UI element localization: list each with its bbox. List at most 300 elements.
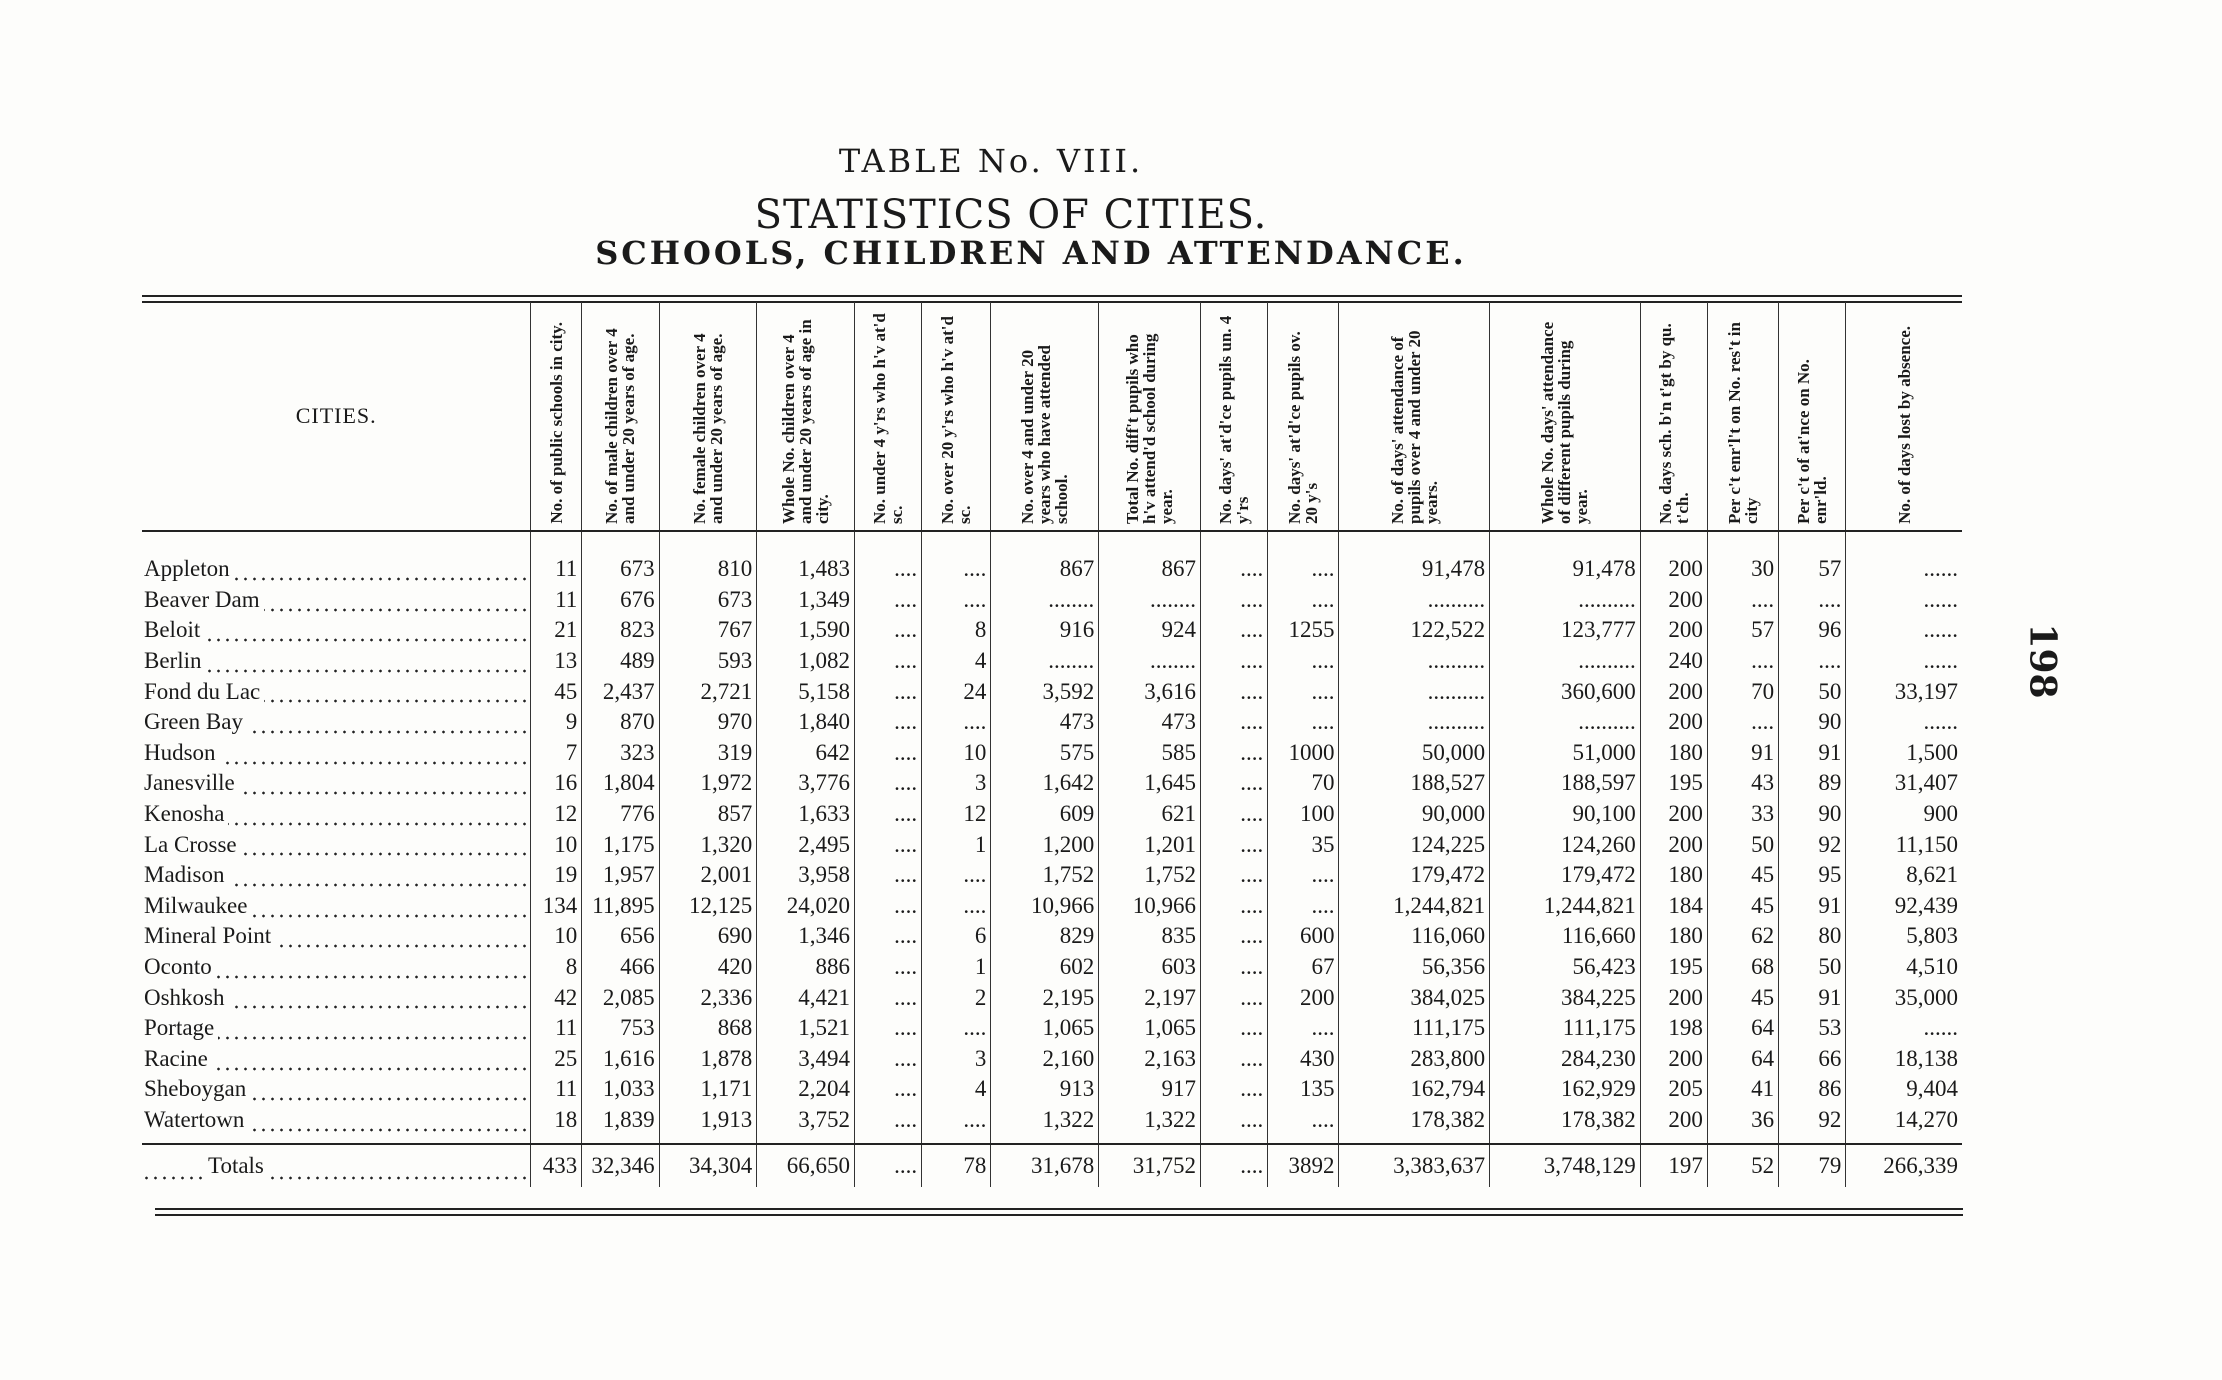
totals-cell: 34,304 bbox=[659, 1144, 757, 1187]
data-cell: ...... bbox=[1846, 615, 1962, 646]
data-cell: .... bbox=[1201, 921, 1268, 952]
header-col-label: No. days sch. b'n t'gt by qu. t'ch. bbox=[1655, 323, 1692, 524]
data-cell: .......... bbox=[1339, 676, 1490, 707]
data-cell: 575 bbox=[991, 738, 1099, 769]
header-col-9 bbox=[1201, 302, 1268, 531]
top-rule-1 bbox=[142, 295, 1962, 297]
data-cell: 603 bbox=[1099, 952, 1201, 983]
data-cell: 10 bbox=[531, 829, 582, 860]
header-col-label: No. days' at'd'ce pupils un. 4 y'rs bbox=[1216, 315, 1253, 524]
data-cell: .... bbox=[922, 707, 991, 738]
data-cell: 430 bbox=[1268, 1044, 1339, 1075]
header-row bbox=[142, 302, 1962, 531]
data-cell: .......... bbox=[1490, 585, 1641, 616]
header-col-label: No. of male children over 4 and under 20 years of age. bbox=[602, 328, 639, 524]
data-cell: 642 bbox=[757, 738, 855, 769]
header-col-12 bbox=[1490, 302, 1641, 531]
data-cell: 50 bbox=[1779, 952, 1846, 983]
city-name: Madison bbox=[144, 860, 229, 890]
data-cell: 489 bbox=[582, 646, 659, 677]
header-col-15 bbox=[1779, 302, 1846, 531]
data-cell: .... bbox=[1201, 1044, 1268, 1075]
data-cell: 1,201 bbox=[1099, 829, 1201, 860]
data-cell: 1,349 bbox=[757, 585, 855, 616]
data-cell: 90,100 bbox=[1490, 799, 1641, 830]
city-name: Fond du Lac bbox=[144, 677, 264, 707]
data-cell: 602 bbox=[991, 952, 1099, 983]
data-cell: ...... bbox=[1846, 554, 1962, 585]
spacer-cell bbox=[922, 531, 991, 554]
spacer-cell bbox=[1201, 1135, 1268, 1144]
data-cell: .... bbox=[854, 860, 921, 891]
bottom-rule-1 bbox=[155, 1208, 1963, 1210]
data-cell: 673 bbox=[582, 554, 659, 585]
data-cell: 92 bbox=[1779, 1105, 1846, 1136]
data-cell: .... bbox=[1201, 585, 1268, 616]
data-cell: .... bbox=[854, 1074, 921, 1105]
data-cell: 360,600 bbox=[1490, 676, 1641, 707]
data-cell: .... bbox=[1707, 585, 1778, 616]
data-cell: .... bbox=[1779, 585, 1846, 616]
data-cell: .... bbox=[1268, 891, 1339, 922]
data-cell: 95 bbox=[1779, 860, 1846, 891]
data-cell: 62 bbox=[1707, 921, 1778, 952]
data-cell: .... bbox=[854, 952, 921, 983]
data-cell: .... bbox=[1201, 676, 1268, 707]
data-cell: 609 bbox=[991, 799, 1099, 830]
data-cell: 14,270 bbox=[1846, 1105, 1962, 1136]
data-cell: 33,197 bbox=[1846, 676, 1962, 707]
data-cell: 179,472 bbox=[1490, 860, 1641, 891]
data-cell: 2,336 bbox=[659, 982, 757, 1013]
data-cell: .... bbox=[854, 646, 921, 677]
data-cell: 45 bbox=[1707, 860, 1778, 891]
data-cell: 1,346 bbox=[757, 921, 855, 952]
data-cell: 200 bbox=[1640, 1044, 1707, 1075]
totals-row bbox=[142, 1144, 1962, 1187]
spacer-cell bbox=[1779, 1135, 1846, 1144]
data-cell: .... bbox=[922, 554, 991, 585]
data-cell: 111,175 bbox=[1339, 1013, 1490, 1044]
data-cell: ........ bbox=[1099, 646, 1201, 677]
header-col-label: Per c't enr'l't on No. res't in city bbox=[1725, 322, 1762, 524]
data-cell: .... bbox=[1201, 952, 1268, 983]
spacer-cell bbox=[1268, 1135, 1339, 1144]
data-cell: 90 bbox=[1779, 799, 1846, 830]
data-cell: 4 bbox=[922, 646, 991, 677]
city-name-cell bbox=[142, 1105, 531, 1136]
data-cell: 53 bbox=[1779, 1013, 1846, 1044]
data-cell: 70 bbox=[1707, 676, 1778, 707]
table-row bbox=[142, 1013, 1962, 1044]
data-cell: 180 bbox=[1640, 860, 1707, 891]
city-name-cell bbox=[142, 1044, 531, 1075]
data-cell: 10 bbox=[531, 921, 582, 952]
data-cell: .... bbox=[854, 738, 921, 769]
data-cell: .... bbox=[854, 799, 921, 830]
data-cell: 10 bbox=[922, 738, 991, 769]
data-cell: .... bbox=[854, 921, 921, 952]
data-cell: 2,163 bbox=[1099, 1044, 1201, 1075]
data-cell: 284,230 bbox=[1490, 1044, 1641, 1075]
header-col-label: No. female children over 4 and under 20 years of age. bbox=[689, 333, 726, 524]
data-cell: 8,621 bbox=[1846, 860, 1962, 891]
data-cell: 2,195 bbox=[991, 982, 1099, 1013]
data-cell: 420 bbox=[659, 952, 757, 983]
spacer-cell bbox=[854, 531, 921, 554]
data-cell: 1,483 bbox=[757, 554, 855, 585]
data-cell: 384,225 bbox=[1490, 982, 1641, 1013]
data-cell: 200 bbox=[1640, 615, 1707, 646]
table-row bbox=[142, 676, 1962, 707]
totals-label-cell bbox=[142, 1144, 531, 1187]
data-cell: 89 bbox=[1779, 768, 1846, 799]
table-row bbox=[142, 738, 1962, 769]
spacer-cell bbox=[1490, 531, 1641, 554]
data-cell: .... bbox=[922, 891, 991, 922]
city-name-cell bbox=[142, 799, 531, 830]
data-cell: 35,000 bbox=[1846, 982, 1962, 1013]
data-cell: .......... bbox=[1490, 707, 1641, 738]
totals-cell: .... bbox=[854, 1144, 921, 1187]
totals-cell: 79 bbox=[1779, 1144, 1846, 1187]
data-cell: .... bbox=[1201, 1013, 1268, 1044]
city-name: Portage bbox=[144, 1013, 218, 1043]
data-cell: 767 bbox=[659, 615, 757, 646]
data-cell: 42 bbox=[531, 982, 582, 1013]
data-cell: 473 bbox=[991, 707, 1099, 738]
city-name-cell bbox=[142, 585, 531, 616]
totals-cell: 31,678 bbox=[991, 1144, 1099, 1187]
data-cell: 673 bbox=[659, 585, 757, 616]
data-cell: 50 bbox=[1779, 676, 1846, 707]
data-cell: 690 bbox=[659, 921, 757, 952]
data-cell: .... bbox=[1201, 768, 1268, 799]
data-cell: 45 bbox=[1707, 891, 1778, 922]
data-cell: .... bbox=[1779, 646, 1846, 677]
data-cell: 1,839 bbox=[582, 1105, 659, 1136]
data-cell: 200 bbox=[1640, 676, 1707, 707]
data-cell: 810 bbox=[659, 554, 757, 585]
data-cell: .......... bbox=[1339, 646, 1490, 677]
spacer-cell bbox=[1268, 531, 1339, 554]
data-cell: 19 bbox=[531, 860, 582, 891]
data-cell: 1 bbox=[922, 952, 991, 983]
table-row bbox=[142, 952, 1962, 983]
data-cell: .... bbox=[1268, 585, 1339, 616]
totals-label: Totals bbox=[208, 1145, 268, 1187]
data-cell: 319 bbox=[659, 738, 757, 769]
header-col-4 bbox=[757, 302, 855, 531]
data-cell: ........ bbox=[991, 585, 1099, 616]
table-row bbox=[142, 1044, 1962, 1075]
data-cell: 240 bbox=[1640, 646, 1707, 677]
totals-cell: 433 bbox=[531, 1144, 582, 1187]
data-cell: 1,322 bbox=[1099, 1105, 1201, 1136]
data-cell: 4 bbox=[922, 1074, 991, 1105]
data-cell: 122,522 bbox=[1339, 615, 1490, 646]
data-cell: 857 bbox=[659, 799, 757, 830]
data-cell: 135 bbox=[1268, 1074, 1339, 1105]
table-row bbox=[142, 921, 1962, 952]
data-cell: .... bbox=[1201, 738, 1268, 769]
totals-cell: 31,752 bbox=[1099, 1144, 1201, 1187]
data-cell: 621 bbox=[1099, 799, 1201, 830]
data-cell: 24 bbox=[922, 676, 991, 707]
data-cell: 600 bbox=[1268, 921, 1339, 952]
city-name: Appleton bbox=[144, 554, 234, 584]
city-name-cell bbox=[142, 921, 531, 952]
data-cell: 179,472 bbox=[1339, 860, 1490, 891]
data-cell: 188,527 bbox=[1339, 768, 1490, 799]
data-cell: .... bbox=[922, 585, 991, 616]
data-cell: .... bbox=[1201, 1105, 1268, 1136]
data-cell: .... bbox=[854, 615, 921, 646]
city-name: Milwaukee bbox=[144, 891, 251, 921]
data-cell: 2,495 bbox=[757, 829, 855, 860]
data-cell: 162,929 bbox=[1490, 1074, 1641, 1105]
statistics-table bbox=[142, 302, 1962, 1187]
data-cell: 11 bbox=[531, 554, 582, 585]
city-name: Beloit bbox=[144, 615, 204, 645]
data-cell: 1,913 bbox=[659, 1105, 757, 1136]
data-cell: .... bbox=[854, 707, 921, 738]
data-cell: 2,721 bbox=[659, 676, 757, 707]
spacer-cell bbox=[991, 1135, 1099, 1144]
data-cell: .... bbox=[1201, 829, 1268, 860]
data-cell: 33 bbox=[1707, 799, 1778, 830]
data-cell: 178,382 bbox=[1339, 1105, 1490, 1136]
data-cell: 2,160 bbox=[991, 1044, 1099, 1075]
data-cell: 4,421 bbox=[757, 982, 855, 1013]
data-cell: .......... bbox=[1490, 646, 1641, 677]
data-cell: .... bbox=[1268, 860, 1339, 891]
city-name: Sheboygan bbox=[144, 1074, 250, 1104]
data-cell: 1,500 bbox=[1846, 738, 1962, 769]
data-cell: 676 bbox=[582, 585, 659, 616]
data-cell: 2,001 bbox=[659, 860, 757, 891]
data-cell: 80 bbox=[1779, 921, 1846, 952]
spacer-cell bbox=[582, 531, 659, 554]
data-cell: .... bbox=[1268, 707, 1339, 738]
data-cell: 12,125 bbox=[659, 891, 757, 922]
header-col-7 bbox=[991, 302, 1099, 531]
data-cell: 51,000 bbox=[1490, 738, 1641, 769]
data-cell: .... bbox=[854, 1044, 921, 1075]
data-cell: 35 bbox=[1268, 829, 1339, 860]
data-cell: 184 bbox=[1640, 891, 1707, 922]
header-col-label: No. over 4 and under 20 years who have attended school. bbox=[1018, 345, 1072, 524]
data-cell: .......... bbox=[1339, 585, 1490, 616]
totals-cell: .... bbox=[1201, 1144, 1268, 1187]
data-cell: 3,958 bbox=[757, 860, 855, 891]
spacer-cell bbox=[1099, 531, 1201, 554]
city-name: Racine bbox=[144, 1044, 212, 1074]
data-cell: 2,197 bbox=[1099, 982, 1201, 1013]
data-cell: 1,065 bbox=[1099, 1013, 1201, 1044]
data-cell: 200 bbox=[1640, 829, 1707, 860]
header-cities: CITIES. bbox=[142, 302, 531, 531]
data-cell: 11 bbox=[531, 585, 582, 616]
header-col-8 bbox=[1099, 302, 1201, 531]
data-cell: 41 bbox=[1707, 1074, 1778, 1105]
data-cell: 12 bbox=[531, 799, 582, 830]
data-cell: 1,957 bbox=[582, 860, 659, 891]
data-cell: 91,478 bbox=[1490, 554, 1641, 585]
header-col-label: No. under 4 y'rs who h'v at'd sc. bbox=[870, 313, 907, 524]
data-cell: 1000 bbox=[1268, 738, 1339, 769]
header-col-11 bbox=[1339, 302, 1490, 531]
data-cell: 100 bbox=[1268, 799, 1339, 830]
data-cell: .... bbox=[922, 1105, 991, 1136]
data-cell: 91 bbox=[1707, 738, 1778, 769]
data-cell: 24,020 bbox=[757, 891, 855, 922]
data-cell: 91,478 bbox=[1339, 554, 1490, 585]
spacer-cell bbox=[1846, 531, 1962, 554]
city-name: La Crosse bbox=[144, 830, 241, 860]
data-cell: 970 bbox=[659, 707, 757, 738]
data-cell: .... bbox=[854, 1013, 921, 1044]
data-cell: ........ bbox=[1099, 585, 1201, 616]
city-name-cell bbox=[142, 952, 531, 983]
data-cell: 1,752 bbox=[991, 860, 1099, 891]
spacer-cell bbox=[1640, 531, 1707, 554]
header-col-label: Whole No. days' attendance of different pupils during year. bbox=[1538, 321, 1592, 524]
data-cell: 92,439 bbox=[1846, 891, 1962, 922]
data-cell: .... bbox=[854, 768, 921, 799]
data-cell: .... bbox=[1268, 1013, 1339, 1044]
data-cell: .... bbox=[854, 891, 921, 922]
data-cell: .... bbox=[1201, 1074, 1268, 1105]
data-cell: 924 bbox=[1099, 615, 1201, 646]
city-name-cell bbox=[142, 860, 531, 891]
data-cell: 1,752 bbox=[1099, 860, 1201, 891]
data-cell: 466 bbox=[582, 952, 659, 983]
data-cell: 124,225 bbox=[1339, 829, 1490, 860]
data-cell: 50,000 bbox=[1339, 738, 1490, 769]
data-cell: 10,966 bbox=[1099, 891, 1201, 922]
data-cell: 64 bbox=[1707, 1013, 1778, 1044]
data-cell: 656 bbox=[582, 921, 659, 952]
totals-cell: 78 bbox=[922, 1144, 991, 1187]
data-cell: 11 bbox=[531, 1074, 582, 1105]
data-cell: 56,423 bbox=[1490, 952, 1641, 983]
data-cell: 585 bbox=[1099, 738, 1201, 769]
city-name: Janesville bbox=[144, 768, 239, 798]
city-name-cell bbox=[142, 615, 531, 646]
spacer-cell bbox=[582, 1135, 659, 1144]
header-col-13 bbox=[1640, 302, 1707, 531]
data-cell: 25 bbox=[531, 1044, 582, 1075]
data-cell: 67 bbox=[1268, 952, 1339, 983]
data-cell: 9 bbox=[531, 707, 582, 738]
header-col-label: No. of days lost by absence. bbox=[1894, 326, 1914, 524]
header-col-label: No. days' at'd'ce pupils ov. 20 y's bbox=[1285, 331, 1322, 524]
table-row bbox=[142, 707, 1962, 738]
table-row bbox=[142, 1105, 1962, 1136]
data-cell: 3,616 bbox=[1099, 676, 1201, 707]
city-name-cell bbox=[142, 738, 531, 769]
totals-cell: 3892 bbox=[1268, 1144, 1339, 1187]
data-cell: 4,510 bbox=[1846, 952, 1962, 983]
city-name-cell bbox=[142, 707, 531, 738]
data-cell: .... bbox=[1268, 554, 1339, 585]
data-cell: .... bbox=[1268, 646, 1339, 677]
data-cell: 200 bbox=[1640, 707, 1707, 738]
data-cell: 753 bbox=[582, 1013, 659, 1044]
table-row bbox=[142, 982, 1962, 1013]
data-cell: .... bbox=[1201, 554, 1268, 585]
statistics-title: STATISTICS OF CITIES. bbox=[754, 192, 1268, 238]
city-name-cell bbox=[142, 768, 531, 799]
data-cell: .... bbox=[1201, 891, 1268, 922]
city-name-cell bbox=[142, 891, 531, 922]
data-cell: ...... bbox=[1846, 1013, 1962, 1044]
data-cell: 30 bbox=[1707, 554, 1778, 585]
data-cell: 1,175 bbox=[582, 829, 659, 860]
data-cell: 162,794 bbox=[1339, 1074, 1490, 1105]
data-cell: 91 bbox=[1779, 738, 1846, 769]
data-cell: .... bbox=[1268, 1105, 1339, 1136]
data-cell: 917 bbox=[1099, 1074, 1201, 1105]
data-cell: 43 bbox=[1707, 768, 1778, 799]
totals-cell: 66,650 bbox=[757, 1144, 855, 1187]
header-col-label: Whole No. children over 4 and under 20 years of age in city. bbox=[779, 319, 833, 524]
data-cell: 195 bbox=[1640, 952, 1707, 983]
spacer-cell bbox=[659, 531, 757, 554]
data-cell: ........ bbox=[991, 646, 1099, 677]
data-cell: 66 bbox=[1779, 1044, 1846, 1075]
spacer-cell bbox=[757, 1135, 855, 1144]
data-cell: 57 bbox=[1707, 615, 1778, 646]
header-col-label: Total No. diff't pupils who h'v attend'd school during year. bbox=[1123, 333, 1177, 524]
spacer-row bbox=[142, 1135, 1962, 1144]
data-cell: 111,175 bbox=[1490, 1013, 1641, 1044]
data-cell: 92 bbox=[1779, 829, 1846, 860]
data-cell: 11,895 bbox=[582, 891, 659, 922]
data-cell: 870 bbox=[582, 707, 659, 738]
table-row bbox=[142, 891, 1962, 922]
data-cell: 1,244,821 bbox=[1339, 891, 1490, 922]
header-col-label: No. of days' attendance of pupils over 4 and under 20 years. bbox=[1387, 330, 1441, 524]
spacer-cell bbox=[1201, 531, 1268, 554]
data-cell: 823 bbox=[582, 615, 659, 646]
data-cell: 178,382 bbox=[1490, 1105, 1641, 1136]
data-cell: 57 bbox=[1779, 554, 1846, 585]
data-cell: 5,803 bbox=[1846, 921, 1962, 952]
data-cell: 1,322 bbox=[991, 1105, 1099, 1136]
data-cell: .... bbox=[1201, 799, 1268, 830]
data-cell: .... bbox=[922, 860, 991, 891]
data-cell: .... bbox=[854, 1105, 921, 1136]
header-col-1 bbox=[531, 302, 582, 531]
city-name: Oshkosh bbox=[144, 983, 229, 1013]
data-cell: 1,840 bbox=[757, 707, 855, 738]
data-cell: .... bbox=[1201, 615, 1268, 646]
data-cell: 124,260 bbox=[1490, 829, 1641, 860]
data-cell: 2 bbox=[922, 982, 991, 1013]
data-cell: 473 bbox=[1099, 707, 1201, 738]
city-name-cell bbox=[142, 1074, 531, 1105]
data-cell: 1,804 bbox=[582, 768, 659, 799]
table-row bbox=[142, 646, 1962, 677]
data-cell: 3 bbox=[922, 1044, 991, 1075]
table-row bbox=[142, 799, 1962, 830]
data-cell: 867 bbox=[991, 554, 1099, 585]
header-col-2 bbox=[582, 302, 659, 531]
table-row bbox=[142, 554, 1962, 585]
spacer-cell bbox=[659, 1135, 757, 1144]
